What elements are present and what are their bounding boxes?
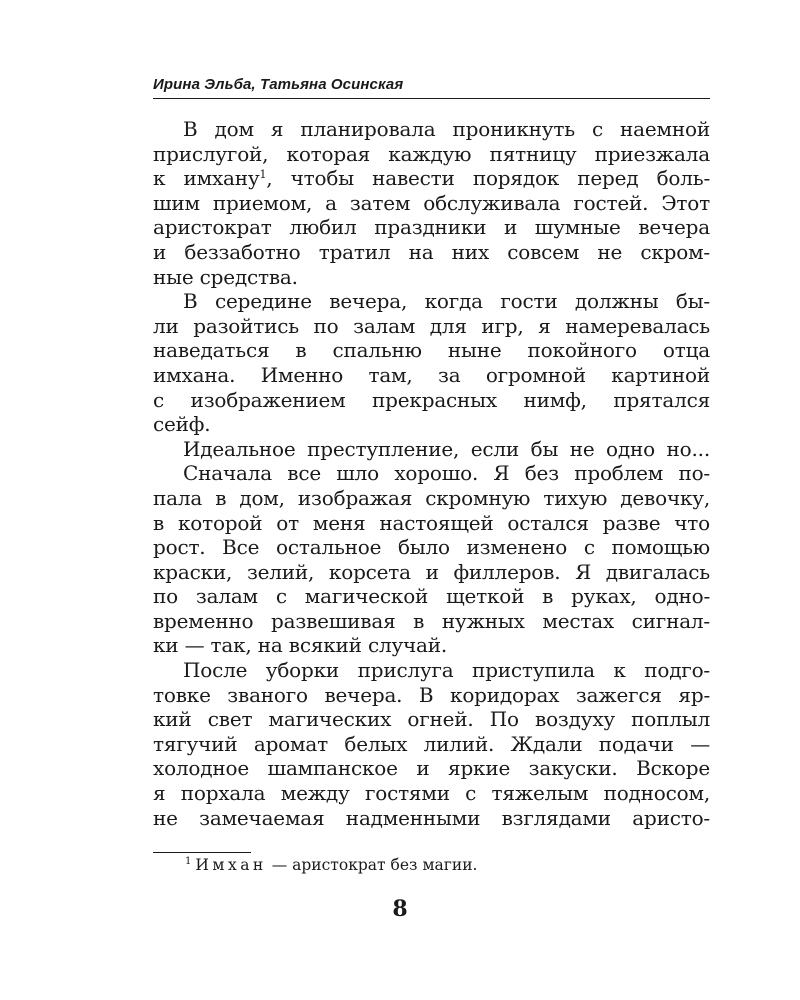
- text-line: прислугой, которая каждую пятницу приезжала: [153, 141, 710, 166]
- footnote-rule: [153, 852, 251, 853]
- text-line: аристократ любил праздники и шумные вечера: [153, 215, 710, 240]
- text-line: наведаться в спальню ныне покойного отца: [153, 338, 710, 363]
- text-line: холодное шампанское и яркие закуски. Вскоре: [153, 756, 710, 781]
- text-line-start: к имхану: [153, 166, 260, 191]
- footnote-reference: 1: [259, 168, 267, 182]
- text-line: краски, зелий, корсета и филлеров. Я двигалась: [153, 559, 710, 584]
- header-rule: [153, 98, 710, 99]
- text-line-end: , чтобы навести порядок перед боль-: [266, 166, 711, 191]
- footnote-term: Имхан: [195, 856, 267, 874]
- text-line: В середине вечера, когда гости должны бы-: [183, 289, 710, 314]
- footnote-mark: 1: [185, 856, 192, 867]
- text-line: [153, 166, 710, 191]
- text-line: ли разойтись по залам для игр, я намеревалась: [153, 313, 710, 338]
- footnote: [185, 856, 477, 874]
- text-line: я порхала между гостями с тяжелым подносом,: [153, 781, 710, 806]
- text-line: пала в дом, изображая скромную тихую девочку,: [153, 485, 710, 510]
- text-line: Сначала все шло хорошо. Я без проблем по-: [183, 461, 710, 486]
- text-line: В дом я планировала проникнуть с наемной: [183, 117, 710, 141]
- footnote-definition: — аристократ без магии.: [266, 856, 478, 874]
- text-line: с изображением прекрасных нимф, прятался: [153, 387, 710, 412]
- text-line: тягучий аромат белых лилий. Ждали подачи —: [153, 731, 710, 756]
- text-line: в которой от меня настоящей остался разве что: [153, 510, 710, 535]
- text-line: После уборки прислуга приступила к подго-: [183, 658, 710, 683]
- text-line: не замечаемая надменными взглядами аристо-: [153, 805, 710, 830]
- text-line: по залам с магической щеткой в руках, одно-: [153, 584, 710, 609]
- body-text: [153, 117, 710, 830]
- text-line: сейф.: [153, 412, 211, 437]
- text-line: ные средства.: [153, 264, 298, 289]
- text-line: временно развешивая в нужных местах сигнал-: [153, 608, 710, 633]
- page-number: 8: [392, 896, 408, 922]
- text-line: шим приемом, а затем обслуживала гостей. Этот: [153, 190, 710, 215]
- text-line: товке званого вечера. В коридорах зажегся яр-: [153, 682, 710, 707]
- text-line: имхана. Именно там, за огромной картиной: [153, 362, 710, 387]
- running-head: Ирина Эльба, Татьяна Осинская: [153, 76, 404, 93]
- text-line: Идеальное преступление, если бы не одно но...: [183, 436, 710, 461]
- text-line: рост. Все остальное было изменено с помощью: [153, 535, 710, 560]
- text-line: кий свет магических огней. По воздуху поплыл: [153, 707, 710, 732]
- text-line: ки — так, на всякий случай.: [153, 633, 448, 658]
- text-line: и беззаботно тратил на них совсем не скром-: [153, 239, 710, 264]
